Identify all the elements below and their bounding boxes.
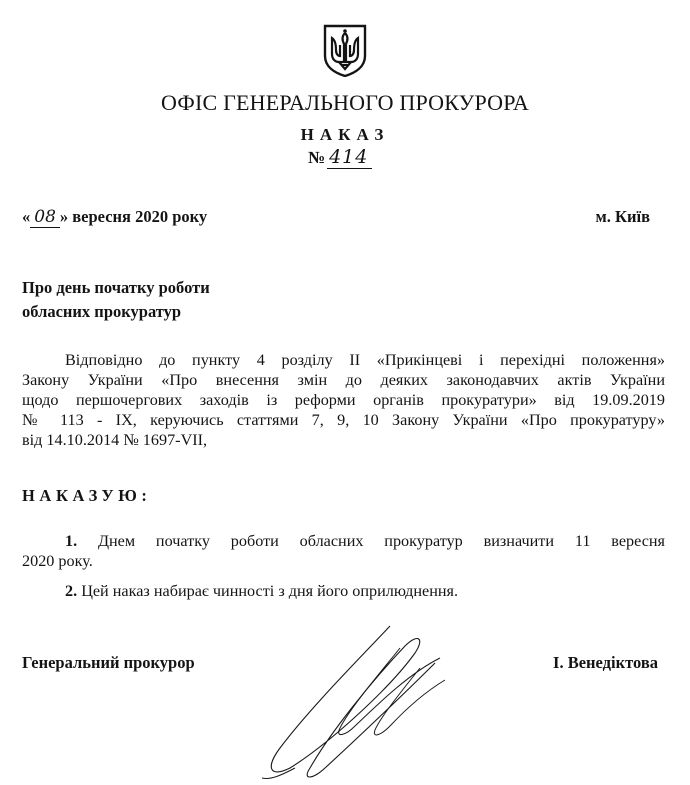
handwritten-signature [240, 618, 460, 783]
date-close-quote: » [59, 207, 69, 226]
date-open-quote: « [22, 207, 31, 226]
order-number-prefix: № [308, 148, 326, 167]
order-item-1-text: Днем початку роботи обласних прокуратур визначити 11 вересня [97, 532, 665, 550]
order-item-1 [22, 531, 665, 571]
subject-line-2: обласних прокуратур [22, 302, 182, 321]
preamble-paragraph [22, 350, 665, 450]
subject-line-1: Про день початку роботи [22, 278, 210, 297]
signatory-position: Генеральний прокурор [22, 653, 195, 672]
order-heading: НАКАЗУЮ: [22, 486, 152, 505]
date-rest: вересня 2020 року [72, 207, 208, 226]
preamble-line-4: № 113 - IX, керуючись статтями 7, 9, 10 Закону України «Про прокуратуру» [22, 411, 665, 429]
order-item-1-first-line [22, 531, 665, 551]
order-number [308, 146, 372, 168]
preamble-line-1: Відповідно до пункту 4 розділу ІІ «Прикінцеві і перехідні положення» [65, 351, 665, 369]
order-item-2-text: Цей наказ набирає чинності з дня його оприлюднення. [81, 582, 459, 600]
preamble-line-2: Закону України «Про внесення змін до деяких законодавчих актів України [22, 371, 665, 389]
order-number-value: 414 [327, 146, 372, 169]
order-date [22, 207, 207, 227]
order-item-1-number: 1. [65, 532, 78, 550]
office-title: ОФІС ГЕНЕРАЛЬНОГО ПРОКУРОРА [161, 90, 529, 115]
ukraine-trident-emblem-icon [319, 23, 371, 77]
preamble-line-5: від 14.10.2014 № 1697-VII, [22, 431, 208, 449]
order-item-2-number: 2. [65, 582, 78, 600]
order-item-1-second-line: 2020 року. [22, 552, 93, 570]
date-day: 08 [30, 207, 60, 228]
preamble-line-3: щодо першочергових заходів із реформи органів прокуратури» від 19.09.2019 [22, 391, 665, 409]
signatory-name: І. Венедіктова [553, 653, 658, 672]
city: м. Київ [595, 207, 650, 226]
order-item-2 [22, 581, 665, 601]
order-title: НАКАЗ [300, 125, 390, 144]
order-subject [22, 276, 210, 324]
